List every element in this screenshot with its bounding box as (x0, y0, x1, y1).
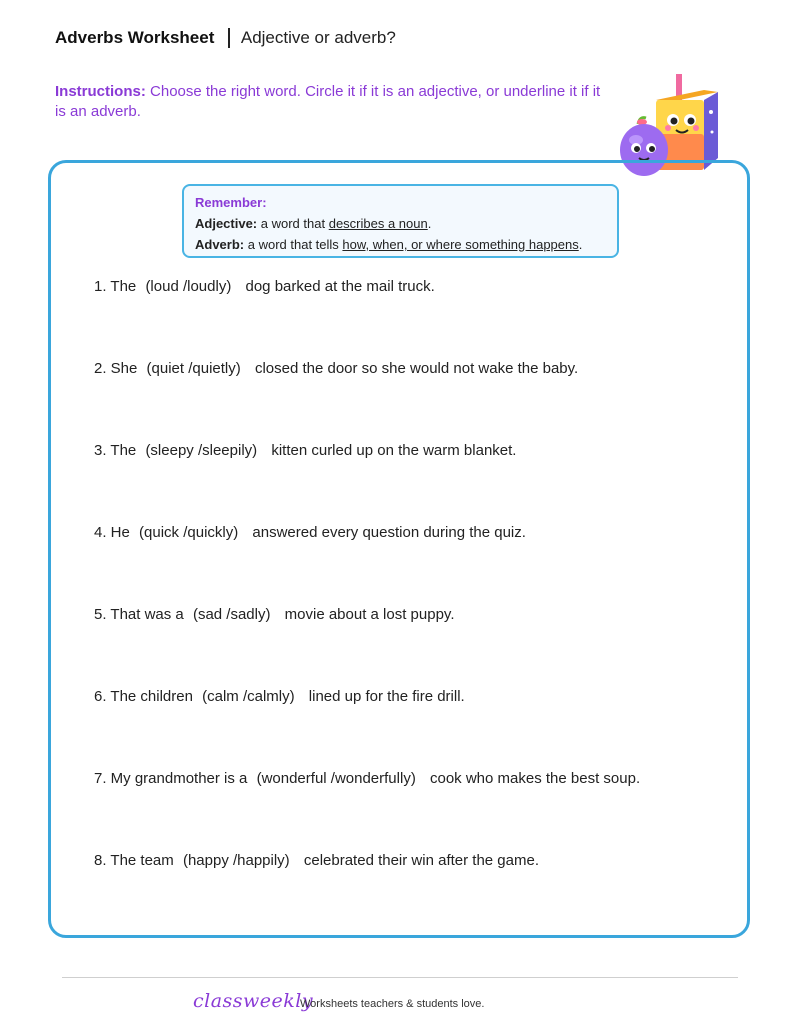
question-5 (94, 606, 454, 623)
instructions-text: Choose the right word. Circle it if it is an adjective, or underline it if it is an adverb. (55, 83, 601, 120)
answer-options[interactable]: (wonderful /wonderfully) (256, 770, 416, 787)
question-prefix: 7. My grandmother is a (94, 770, 248, 787)
answer-options[interactable]: (happy /happily) (182, 852, 290, 869)
question-suffix: answered every question during the quiz. (252, 524, 526, 541)
adverb-pre: a word that tells (247, 237, 339, 252)
footer-tagline: Worksheets teachers & students love. (300, 998, 485, 1010)
adjective-def: describes a noun (328, 216, 428, 231)
question-suffix: lined up for the fire drill. (308, 688, 465, 705)
question-4 (94, 524, 526, 541)
question-suffix: dog barked at the mail truck. (245, 278, 435, 295)
question-suffix: celebrated their win after the game. (303, 852, 539, 869)
worksheet-title: Adverbs Worksheet (55, 28, 215, 47)
question-prefix: 2. She (94, 360, 138, 377)
question-2 (94, 360, 578, 377)
header-divider (228, 28, 230, 48)
question-1 (94, 278, 435, 295)
answer-options[interactable]: (calm /calmly) (202, 688, 295, 705)
brand-logo: classweekly (193, 990, 314, 1012)
adjective-term: Adjective: (195, 216, 258, 231)
adverb-definition (195, 234, 606, 255)
question-prefix: 8. The team (94, 852, 174, 869)
adjective-pre: a word that (260, 216, 326, 231)
question-suffix: kitten curled up on the warm blanket. (271, 442, 517, 459)
answer-options[interactable]: (quiet /quietly) (146, 360, 241, 377)
adverb-def: how, when, or where something happens (342, 237, 579, 252)
answer-options[interactable]: (loud /loudly) (145, 278, 232, 295)
instructions (55, 82, 615, 122)
answer-options[interactable]: (sad /sadly) (192, 606, 271, 623)
footer-divider (62, 977, 738, 978)
question-prefix: 4. He (94, 524, 130, 541)
worksheet-frame (48, 160, 750, 938)
adjective-end: . (427, 216, 432, 231)
adverb-end: . (578, 237, 583, 252)
remember-box (182, 184, 619, 258)
question-6 (94, 688, 465, 705)
adverb-term: Adverb: (195, 237, 245, 252)
question-prefix: 3. The (94, 442, 137, 459)
answer-options[interactable]: (quick /quickly) (139, 524, 239, 541)
adjective-definition (195, 213, 606, 234)
answer-options[interactable]: (sleepy /sleepily) (145, 442, 258, 459)
worksheet-subtitle: Adjective or adverb? (240, 28, 396, 47)
question-prefix: 6. The children (94, 688, 193, 705)
page-header (55, 28, 396, 48)
question-8 (94, 852, 539, 869)
instructions-label: Instructions: (55, 83, 146, 100)
question-prefix: 1. The (94, 278, 137, 295)
question-suffix: closed the door so she would not wake the baby. (254, 360, 579, 377)
question-prefix: 5. That was a (94, 606, 184, 623)
question-suffix: cook who makes the best soup. (430, 770, 641, 787)
question-suffix: movie about a lost puppy. (284, 606, 455, 623)
question-7 (94, 770, 640, 787)
remember-title: Remember: (195, 195, 267, 210)
question-3 (94, 442, 516, 459)
